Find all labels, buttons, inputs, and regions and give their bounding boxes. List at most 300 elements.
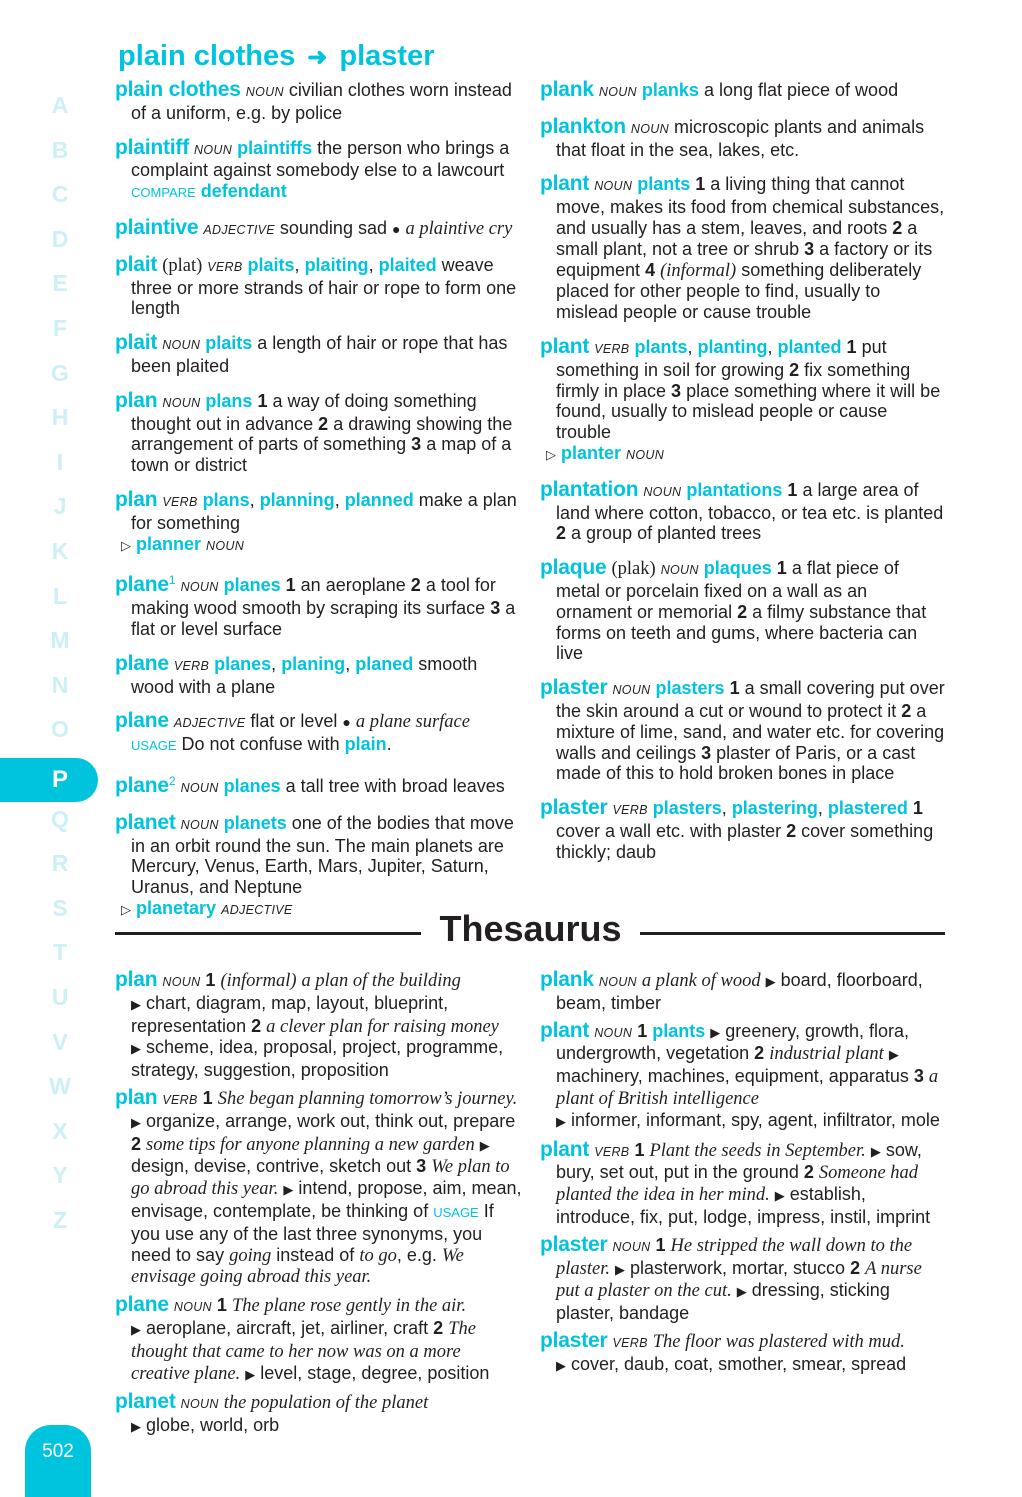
triangle-right-icon: ▶ bbox=[765, 974, 776, 989]
alphabet-letter-l[interactable]: L bbox=[52, 583, 68, 609]
inflection: planets bbox=[223, 812, 287, 833]
part-of-speech: VERB bbox=[207, 259, 243, 274]
homograph-number: 2 bbox=[168, 773, 176, 788]
inflection: planned bbox=[344, 489, 414, 510]
sense-number: 2 bbox=[803, 1162, 814, 1183]
dict-entry bbox=[540, 80, 945, 103]
dict-entry bbox=[540, 558, 945, 664]
sense: a factory or its equipment bbox=[556, 238, 933, 280]
headword: plait bbox=[115, 331, 158, 355]
thes-entry bbox=[115, 1392, 523, 1438]
part-of-speech: NOUN bbox=[180, 580, 219, 595]
sense-number: 2 bbox=[789, 359, 800, 380]
dictionary-column-right bbox=[540, 80, 945, 863]
bullet-icon: ● bbox=[392, 220, 401, 237]
register-label: (informal) bbox=[660, 260, 737, 281]
active-letter: P bbox=[51, 766, 68, 793]
example: a plank of wood bbox=[641, 971, 761, 991]
part-of-speech: VERB bbox=[162, 1092, 198, 1107]
definition: a long flat piece of wood bbox=[703, 80, 899, 100]
part-of-speech: NOUN bbox=[206, 538, 245, 553]
triangle-right-icon: ▶ bbox=[870, 1143, 881, 1159]
headword: plankton bbox=[540, 114, 626, 138]
part-of-speech: NOUN bbox=[245, 85, 284, 99]
alphabet-letter-b[interactable]: B bbox=[51, 137, 69, 163]
sense-number: 2 bbox=[556, 523, 567, 544]
inflection: planed bbox=[355, 653, 414, 674]
alphabet-letter-j[interactable]: J bbox=[53, 493, 67, 519]
usage-word: going bbox=[229, 1245, 272, 1266]
triangle-outline-icon: ▷ bbox=[546, 446, 556, 462]
definition: make a plan for something bbox=[131, 489, 517, 533]
sense-number: 2 bbox=[131, 1133, 142, 1154]
sense-number: 1 bbox=[729, 678, 740, 699]
synonyms: machinery, machines, equipment, apparatus bbox=[556, 1066, 909, 1087]
inflection: planks bbox=[641, 80, 699, 100]
headword: plain clothes bbox=[115, 78, 241, 101]
alphabet-letter-e[interactable]: E bbox=[52, 270, 68, 296]
sense-number: 2 bbox=[410, 575, 421, 596]
usage-label: USAGE bbox=[131, 738, 177, 754]
cross-reference[interactable]: plain bbox=[344, 734, 387, 755]
dict-entry: plan VERB plans, planning, planned make a plan for something ▷ planner NOUN bbox=[115, 490, 523, 556]
inflection: planes bbox=[223, 775, 281, 796]
headword: plaster bbox=[540, 1328, 608, 1352]
triangle-right-icon: ▶ bbox=[556, 1357, 566, 1373]
usage-label: USAGE bbox=[433, 1204, 479, 1220]
example: We envisage going abroad this year. bbox=[131, 1245, 464, 1288]
thes-entry bbox=[540, 1328, 945, 1377]
example: A nurse put a plaster on the cut. bbox=[556, 1258, 922, 1302]
part-of-speech: NOUN bbox=[594, 1025, 633, 1040]
part-of-speech: NOUN bbox=[173, 1300, 212, 1315]
example: The floor was plastered with mud. bbox=[652, 1331, 905, 1352]
definition: civilian clothes worn instead of a uniform, e.g. by police bbox=[131, 80, 512, 123]
definition: a length of hair or rope that has been plaited bbox=[131, 333, 508, 376]
inflection: plaintiffs bbox=[237, 137, 313, 158]
inflection: plaits bbox=[247, 254, 295, 275]
part-of-speech: NOUN bbox=[630, 121, 669, 136]
thes-entry bbox=[115, 970, 523, 1081]
part-of-speech: NOUN bbox=[598, 85, 637, 99]
sense-number: 2 bbox=[318, 413, 329, 434]
synonyms: design, devise, contrive, sketch out bbox=[131, 1156, 412, 1177]
derivative-word: planter bbox=[561, 442, 622, 463]
part-of-speech: ADJECTIVE bbox=[221, 902, 293, 917]
headword: plank bbox=[540, 78, 594, 101]
alphabet-letter-r[interactable]: R bbox=[51, 850, 69, 876]
sense: a filmy substance that forms on teeth and gums, where bacteria can live bbox=[556, 601, 927, 664]
sense-number: 3 bbox=[671, 380, 682, 401]
sense-number: 3 bbox=[804, 238, 815, 259]
part-of-speech: VERB bbox=[612, 1335, 648, 1350]
alphabet-tab-active[interactable] bbox=[0, 758, 98, 802]
example: some tips for anyone planning a new garden bbox=[146, 1134, 475, 1155]
example: a plaintive cry bbox=[405, 218, 513, 239]
headword: plan bbox=[115, 487, 158, 511]
thes-entry bbox=[540, 970, 945, 1014]
sense: a flat piece of metal or porcelain fixed on a wall as an ornament or memorial bbox=[556, 558, 899, 622]
sense: a small plant, not a tree or shrub bbox=[556, 217, 918, 259]
alphabet-letter-k[interactable]: K bbox=[51, 538, 69, 564]
alphabet-letter-h[interactable]: H bbox=[51, 404, 69, 430]
triangle-right-icon: ▶ bbox=[245, 1366, 256, 1382]
thesaurus-column-right bbox=[540, 970, 945, 1377]
pronunciation: (plak) bbox=[611, 559, 656, 580]
compare-label: COMPARE bbox=[131, 185, 196, 201]
headword: plaque bbox=[540, 556, 607, 580]
part-of-speech: NOUN bbox=[194, 142, 233, 157]
sense-number: 2 bbox=[901, 700, 912, 721]
usage-note: Do not confuse with bbox=[181, 734, 340, 755]
example: a plan of the building bbox=[301, 971, 461, 991]
example: We plan to go abroad this year. bbox=[131, 1157, 510, 1200]
dict-entry bbox=[115, 810, 523, 921]
divider bbox=[640, 932, 945, 935]
sense: a group of planted trees bbox=[571, 523, 762, 544]
sense-number: 2 bbox=[892, 217, 903, 238]
inflection: plants bbox=[652, 1020, 706, 1041]
sense-number: 1 bbox=[655, 1234, 666, 1255]
inflection: plans bbox=[205, 390, 253, 411]
divider bbox=[115, 932, 421, 935]
triangle-right-icon: ▶ bbox=[774, 1188, 785, 1204]
dictionary-column-left bbox=[115, 80, 523, 921]
sense-number: 1 bbox=[285, 575, 296, 596]
triangle-right-icon: ▶ bbox=[888, 1047, 899, 1063]
synonyms: organize, arrange, work out, think out, prepare bbox=[146, 1110, 516, 1131]
example: Someone had planted the idea in her mind. bbox=[556, 1163, 919, 1206]
triangle-outline-icon: ▷ bbox=[121, 537, 131, 553]
inflection: planes bbox=[214, 653, 272, 674]
dict-entry bbox=[115, 771, 523, 799]
triangle-outline-icon: ▷ bbox=[121, 901, 131, 917]
sense-number: 2 bbox=[754, 1043, 765, 1064]
inflection: plasters bbox=[652, 798, 722, 819]
headword: plait bbox=[115, 252, 158, 276]
bullet-icon: ● bbox=[342, 714, 351, 731]
thesaurus-title: Thesaurus bbox=[439, 908, 622, 949]
sense-number: 1 bbox=[637, 1020, 648, 1041]
sense-number: 2 bbox=[850, 1257, 861, 1278]
synonyms: globe, world, orb bbox=[146, 1415, 280, 1436]
synonyms: aeroplane, aircraft, jet, airliner, craft bbox=[146, 1317, 429, 1338]
dict-entry bbox=[115, 711, 523, 757]
pronunciation: (plat) bbox=[162, 255, 203, 276]
definition: flat or level bbox=[250, 711, 338, 732]
headword: planet bbox=[115, 1390, 176, 1414]
dict-entry: plaster VERB plasters, plastering, plastered 1 cover a wall etc. with plaster 2 cover something thickly; daub bbox=[540, 796, 934, 862]
headword: plane bbox=[115, 1293, 169, 1317]
example: a plant of British intelligence bbox=[556, 1067, 939, 1109]
derivative-word: planner bbox=[136, 533, 202, 554]
synonyms: cover, daub, coat, smother, smear, spread bbox=[571, 1353, 907, 1374]
sense: a flat or level surface bbox=[131, 598, 516, 639]
definition: sounding sad bbox=[279, 217, 387, 238]
dict-entry: plant VERB plants, planting, planted 1 put something in soil for growing 2 fix something firmly in place 3 place something where it will be found, usually to mislead people or cause trouble ▷ planter NOUN bbox=[540, 337, 945, 466]
sense: a small covering put over the skin around a cut or wound to protect it bbox=[556, 678, 945, 721]
triangle-right-icon: ▶ bbox=[131, 1321, 141, 1337]
inflection: plants bbox=[634, 336, 688, 357]
thes-entry bbox=[115, 1085, 523, 1288]
dict-entry bbox=[540, 477, 945, 544]
sense-number: 3 bbox=[411, 434, 422, 455]
inflection: plaques bbox=[703, 558, 772, 579]
example: Plant the seeds in September. bbox=[649, 1140, 866, 1161]
sense-number: 1 bbox=[205, 970, 216, 990]
thes-entry bbox=[540, 1137, 945, 1228]
example: The thought that came to her now was on a more creative plane. bbox=[131, 1318, 476, 1384]
part-of-speech: ADJECTIVE bbox=[173, 716, 246, 731]
alphabet-letter-i[interactable]: I bbox=[56, 449, 64, 475]
usage-note: instead of bbox=[276, 1244, 355, 1265]
register-label: (informal) bbox=[220, 971, 297, 991]
usage-note: If you use any of the last three synonyms, you need to say bbox=[131, 1200, 494, 1265]
sense: a tool for making wood smooth by scraping its surface bbox=[131, 575, 496, 619]
definition: microscopic plants and animals that float in the sea, lakes, etc. bbox=[556, 116, 925, 160]
part-of-speech: NOUN bbox=[180, 1397, 219, 1412]
headword: plane bbox=[115, 709, 169, 733]
sense-number: 1 bbox=[216, 1295, 227, 1316]
alphabet-letter-o[interactable]: O bbox=[51, 716, 69, 742]
inflection: plaits bbox=[205, 333, 253, 354]
inflection: planted bbox=[777, 336, 842, 357]
headword: plaintive bbox=[115, 215, 199, 239]
headword: plane bbox=[115, 573, 169, 597]
sense-number: 2 bbox=[737, 601, 748, 622]
triangle-right-icon: ▶ bbox=[736, 1284, 747, 1300]
inflection: planes bbox=[223, 575, 281, 596]
headword: plaster bbox=[540, 676, 608, 700]
sense: cover something thickly; daub bbox=[556, 820, 934, 862]
sense-number: 1 bbox=[257, 390, 268, 411]
headword: plank bbox=[540, 968, 594, 991]
right-arrow-icon: ➜ bbox=[307, 44, 328, 71]
thes-entry bbox=[115, 1295, 523, 1385]
example: a plane surface bbox=[355, 712, 470, 733]
dict-entry bbox=[115, 215, 523, 241]
part-of-speech: NOUN bbox=[162, 338, 201, 353]
headword: plant bbox=[540, 172, 590, 196]
synonyms: dressing, sticking plaster, bandage bbox=[556, 1280, 890, 1324]
sense: cover a wall etc. with plaster bbox=[556, 820, 782, 841]
inflection: planing bbox=[281, 653, 346, 674]
sense-number: 3 bbox=[416, 1156, 427, 1177]
sense-number: 1 bbox=[776, 558, 787, 579]
inflection: plaiting bbox=[304, 254, 369, 275]
sense-number: 2 bbox=[433, 1317, 444, 1338]
alphabet-letter-z[interactable]: Z bbox=[52, 1207, 68, 1233]
usage-note: , e.g. bbox=[396, 1244, 437, 1265]
headword: plantation bbox=[540, 477, 639, 501]
sense: a way of doing something thought out in advance bbox=[131, 390, 477, 434]
inflection: plastering bbox=[731, 798, 818, 819]
sense-number: 3 bbox=[913, 1066, 924, 1087]
derivative-word: planetary bbox=[136, 897, 217, 918]
triangle-right-icon: ▶ bbox=[479, 1137, 490, 1153]
sense: plaster of Paris, or a cast made of this to hold broken bones in place bbox=[556, 742, 916, 784]
inflection: plasters bbox=[655, 678, 725, 699]
sense-number: 1 bbox=[202, 1087, 213, 1108]
sense: an aeroplane bbox=[300, 575, 406, 596]
dict-entry bbox=[115, 333, 523, 377]
homograph-number: 1 bbox=[168, 573, 176, 588]
sense: something deliberately placed for other people to find, usually to mislead people or cause trouble bbox=[556, 259, 922, 323]
alphabet-letter-t[interactable]: T bbox=[52, 939, 68, 965]
alphabet-letter-c[interactable]: C bbox=[51, 181, 69, 207]
cross-reference[interactable]: defendant bbox=[200, 181, 287, 202]
alphabet-letter-q[interactable]: Q bbox=[51, 806, 69, 832]
sense-number: 1 bbox=[634, 1139, 645, 1160]
sense: a drawing showing the arrangement of parts of something bbox=[131, 413, 513, 455]
part-of-speech: NOUN bbox=[660, 563, 699, 578]
part-of-speech: NOUN bbox=[162, 395, 201, 410]
example: She began planning tomorrow’s journey. bbox=[217, 1088, 518, 1109]
headword: plan bbox=[115, 388, 158, 412]
thesaurus-heading bbox=[115, 908, 945, 952]
headword: planet bbox=[115, 810, 176, 834]
definition: weave three or more strands of hair or rope to form one length bbox=[131, 254, 517, 319]
example: He stripped the wall down to the plaster. bbox=[556, 1235, 913, 1279]
sense-number: 3 bbox=[490, 598, 501, 619]
synonyms: intend, propose, aim, mean, envisage, contemplate, be thinking of bbox=[131, 1178, 522, 1221]
part-of-speech: NOUN bbox=[180, 780, 219, 795]
part-of-speech: NOUN bbox=[598, 975, 637, 989]
sense-number: 4 bbox=[645, 259, 656, 280]
inflection: plans bbox=[202, 489, 250, 510]
definition: the person who brings a complaint against somebody else to a lawcourt bbox=[131, 137, 510, 181]
sense-number: 1 bbox=[787, 479, 798, 500]
triangle-right-icon: ▶ bbox=[131, 1041, 141, 1057]
first-headword: plain clothes bbox=[118, 40, 296, 72]
inflection: plantations bbox=[686, 479, 783, 500]
example: The plane rose gently in the air. bbox=[231, 1296, 467, 1317]
punctuation: . bbox=[386, 734, 392, 755]
part-of-speech: VERB bbox=[173, 658, 210, 673]
inflection: planning bbox=[259, 489, 335, 510]
headword: plant bbox=[540, 1018, 590, 1042]
triangle-right-icon: ▶ bbox=[710, 1024, 721, 1040]
dict-entry: plane VERB planes, planing, planed smooth wood with a plane bbox=[115, 651, 478, 697]
sense-number: 2 bbox=[251, 1015, 262, 1036]
dict-entry bbox=[540, 174, 945, 323]
thes-entry bbox=[540, 1232, 945, 1324]
thes-entry bbox=[540, 1018, 945, 1133]
triangle-right-icon: ▶ bbox=[614, 1261, 625, 1277]
definition: one of the bodies that move in an orbit round the sun. The main planets are Mercury, Venus, Earth, Mars, Jupiter, Saturn, Uranus, and Neptune bbox=[131, 812, 514, 898]
headword: plaster bbox=[540, 796, 608, 820]
inflection: planting bbox=[697, 336, 768, 357]
dict-entry bbox=[115, 570, 523, 639]
part-of-speech: NOUN bbox=[612, 683, 651, 698]
headword: plan bbox=[115, 968, 158, 991]
example: the population of the planet bbox=[223, 1393, 429, 1414]
synonyms: greenery, growth, flora, undergrowth, vegetation bbox=[556, 1020, 910, 1064]
dict-entry bbox=[115, 135, 523, 204]
sense: a map of a town or district bbox=[131, 434, 512, 476]
dict-entry bbox=[540, 678, 945, 784]
headword: plan bbox=[115, 1085, 158, 1109]
dict-entry: plait (plat) VERB plaits, plaiting, plaited weave three or more strands of hair or rope to form one length bbox=[115, 252, 517, 319]
alphabet-letter-m[interactable]: M bbox=[50, 627, 70, 653]
example: a clever plan for raising money bbox=[266, 1016, 499, 1037]
alphabet-letter-v[interactable]: V bbox=[52, 1029, 68, 1055]
inflection: plaited bbox=[378, 254, 437, 275]
part-of-speech: ADJECTIVE bbox=[203, 222, 275, 237]
alphabet-letter-g[interactable]: G bbox=[51, 360, 69, 386]
dict-entry bbox=[115, 388, 523, 476]
part-of-speech: VERB bbox=[594, 1144, 630, 1159]
sense-number: 3 bbox=[701, 742, 712, 763]
triangle-right-icon: ▶ bbox=[556, 1113, 566, 1129]
part-of-speech: NOUN bbox=[180, 817, 219, 832]
inflection: plants bbox=[637, 174, 691, 195]
alphabet-letter-s[interactable]: S bbox=[52, 895, 68, 921]
sense-number: 2 bbox=[786, 820, 797, 841]
sense: a mixture of lime, sand, and water etc. for covering walls and ceilings bbox=[556, 700, 945, 763]
synonyms: plasterwork, mortar, stucco bbox=[630, 1257, 846, 1278]
triangle-right-icon: ▶ bbox=[131, 996, 141, 1012]
alphabet-letter-x[interactable]: X bbox=[52, 1118, 68, 1144]
usage-word: to go bbox=[359, 1245, 397, 1266]
part-of-speech: VERB bbox=[612, 803, 648, 818]
headword: plaster bbox=[540, 1232, 608, 1256]
part-of-speech: NOUN bbox=[162, 975, 201, 989]
sense: a living thing that cannot move, makes its food from chemical substances, and usually has a stem, leaves, and roots bbox=[556, 174, 945, 238]
example: industrial plant bbox=[769, 1044, 884, 1065]
part-of-speech: NOUN bbox=[626, 447, 665, 462]
part-of-speech: NOUN bbox=[594, 179, 633, 194]
part-of-speech: NOUN bbox=[643, 484, 682, 499]
triangle-right-icon: ▶ bbox=[283, 1182, 294, 1198]
derivative bbox=[546, 442, 945, 466]
alphabet-letter-u[interactable]: U bbox=[51, 984, 69, 1010]
alphabet-letter-w[interactable]: W bbox=[49, 1073, 71, 1099]
last-headword: plaster bbox=[339, 40, 435, 72]
sense-number: 1 bbox=[846, 336, 857, 357]
synonyms: sow, bury, set out, put in the ground bbox=[556, 1139, 922, 1183]
dict-entry bbox=[540, 114, 945, 161]
sense: fix something firmly in place bbox=[556, 359, 911, 401]
triangle-right-icon: ▶ bbox=[131, 1114, 141, 1130]
thesaurus-column-left bbox=[115, 970, 523, 1438]
synonyms: level, stage, degree, position bbox=[260, 1362, 490, 1383]
headword: plant bbox=[540, 1137, 590, 1161]
alphabet-letter-f[interactable]: F bbox=[52, 315, 68, 341]
sense: a large area of land where cotton, tobacco, or tea etc. is planted bbox=[556, 479, 944, 523]
synonyms: scheme, idea, proposal, project, programme, strategy, suggestion, proposition bbox=[131, 1037, 504, 1081]
headword: plaintiff bbox=[115, 135, 190, 159]
synonyms: board, floorboard, beam, timber bbox=[556, 970, 923, 1013]
part-of-speech: VERB bbox=[162, 494, 198, 509]
inflection: plastered bbox=[827, 798, 908, 819]
alphabet-letter-y[interactable]: Y bbox=[52, 1162, 68, 1188]
alphabet-letter-n[interactable]: N bbox=[51, 672, 69, 698]
running-header bbox=[118, 40, 434, 73]
part-of-speech: NOUN bbox=[612, 1239, 651, 1254]
sense-number: 1 bbox=[912, 798, 923, 819]
part-of-speech: VERB bbox=[594, 341, 630, 356]
page-number: 502 bbox=[42, 1441, 74, 1462]
alphabet-letter-a[interactable]: A bbox=[51, 92, 69, 118]
sense: place something where it will be found, usually to mislead people or cause trouble bbox=[556, 380, 941, 443]
sense: put something in soil for growing bbox=[556, 336, 887, 380]
headword: plane bbox=[115, 651, 169, 675]
synonyms: establish, introduce, fix, put, lodge, impress, instil, imprint bbox=[556, 1184, 931, 1227]
sense-number: 1 bbox=[695, 174, 706, 195]
alphabet-letter-d[interactable]: D bbox=[51, 226, 69, 252]
page-number-badge bbox=[25, 1425, 91, 1497]
